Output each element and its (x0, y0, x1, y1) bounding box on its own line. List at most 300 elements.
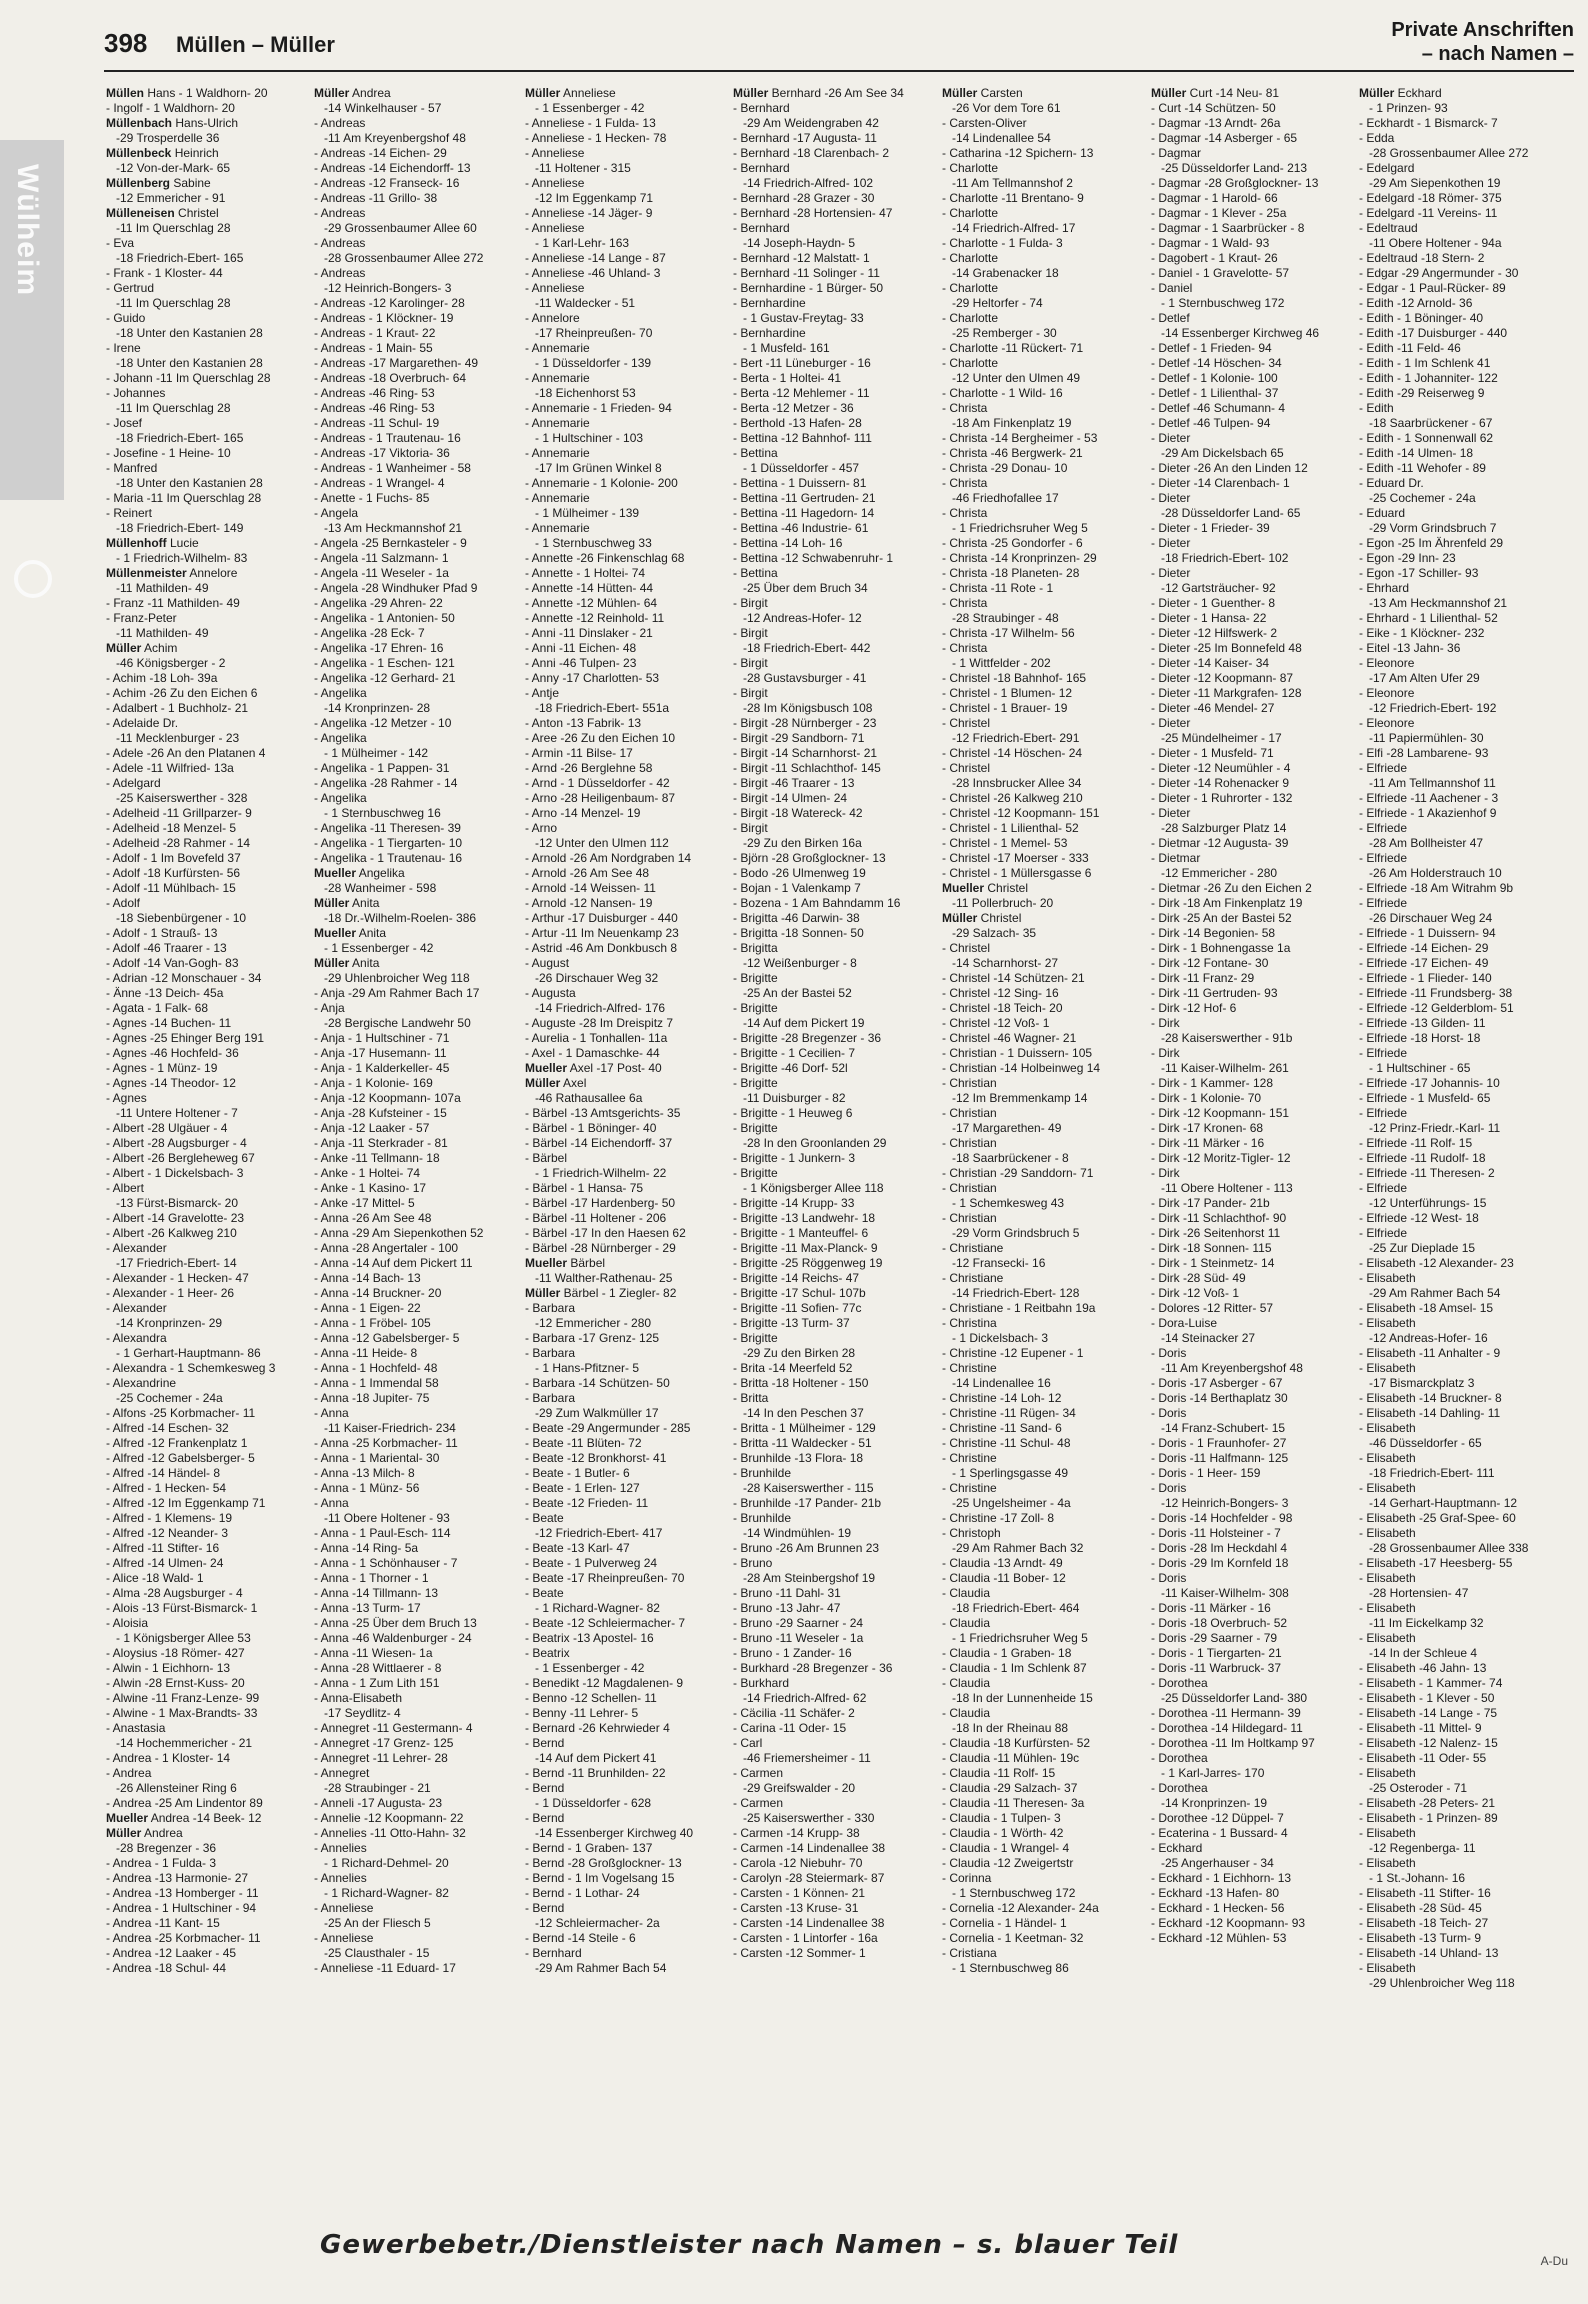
listing-entry (314, 1076, 514, 1091)
listing-entry (106, 236, 306, 251)
listing-entry (106, 701, 306, 716)
listing-entry (1359, 311, 1559, 326)
listing-entry (1151, 1466, 1351, 1481)
listing-entry (525, 176, 725, 191)
entry-text: - Eduard (1359, 506, 1406, 520)
listing-entry (1151, 551, 1351, 566)
surname-heading: Müllen (106, 86, 144, 100)
entry-text: - Anneliese (525, 176, 585, 190)
entry-text: - Alwine - 1 Max-Brandts- 33 (106, 1706, 258, 1720)
entry-text: - Doris (1151, 1571, 1187, 1585)
entry-text: -29 Uhlenbroicher Weg 118 (1369, 1976, 1515, 1990)
listing-entry (525, 1856, 725, 1871)
entry-text: -28 Straubinger - 21 (324, 1781, 431, 1795)
entry-text: -29 Am Rahmer Bach 54 (1369, 1286, 1501, 1300)
entry-text: - Edith -17 Duisburger - 440 (1359, 326, 1508, 340)
entry-text: - 1 Essenberger - 42 (535, 101, 645, 115)
listing-entry (942, 1466, 1142, 1481)
listing-entry (1359, 1571, 1559, 1586)
listing-entry (314, 1871, 514, 1886)
entry-text: - Elfriede -11 Theresen- 2 (1359, 1166, 1495, 1180)
listing-entry (733, 1586, 933, 1601)
entry-text: - Bettina - 1 Duissern- 81 (733, 476, 867, 490)
listing-entry (1151, 1661, 1351, 1676)
entry-text: - Charlotte (942, 311, 999, 325)
entry-text: - Christian -29 Sanddorn- 71 (942, 1166, 1094, 1180)
listing-entry (106, 1481, 306, 1496)
listing-entry (1151, 1586, 1351, 1601)
listing-entry (525, 1436, 725, 1451)
listing-entry (733, 1736, 933, 1751)
listing-entry (942, 1181, 1142, 1196)
entry-text: - Eduard Dr. (1359, 476, 1424, 490)
listing-entry (1359, 206, 1559, 221)
listing-entry (942, 1196, 1142, 1211)
entry-text: - Annegret -11 Lehrer- 28 (314, 1751, 448, 1765)
listing-entry (314, 701, 514, 716)
entry-text: - Augusta (525, 986, 576, 1000)
listing-entry (525, 716, 725, 731)
listing-entry (314, 1631, 514, 1646)
footer-code: A-Du (1540, 2254, 1568, 2268)
listing-entry (1151, 626, 1351, 641)
entry-text: - Alexandra (106, 1331, 167, 1345)
listing-entry (733, 266, 933, 281)
entry-text: - Alexander (106, 1301, 167, 1315)
entry-text: -11 Kaiser-Wilhelm- 261 (1161, 1061, 1289, 1075)
listing-entry (1151, 1496, 1351, 1511)
entry-text: - Charlotte (942, 161, 999, 175)
listing-entry (733, 1631, 933, 1646)
listing-entry (1359, 1706, 1559, 1721)
listing-entry (525, 611, 725, 626)
entry-text: - Christine -12 Eupener - 1 (942, 1346, 1084, 1360)
entry-text: - 1 Mülheimer - 142 (324, 746, 429, 760)
entry-text: - Anette - 1 Fuchs- 85 (314, 491, 430, 505)
listing-entry (314, 656, 514, 671)
entry-text: - Antje (525, 686, 560, 700)
entry-text: - Johannes (106, 386, 166, 400)
listing-entry (106, 1286, 306, 1301)
entry-text: - Claudia -11 Rolf- 15 (942, 1766, 1056, 1780)
entry-text: - Curt -14 Schützen- 50 (1151, 101, 1276, 115)
entry-text: - Anna - 1 Schönhauser - 7 (314, 1556, 458, 1570)
entry-text: - Elisabeth (1359, 1601, 1416, 1615)
listing-entry (106, 431, 306, 446)
entry-text: -25 Angerhauser - 34 (1161, 1856, 1274, 1870)
listing-entry (1151, 1346, 1351, 1361)
entry-text: - Andrea - 1 Fulda- 3 (106, 1856, 217, 1870)
entry-text: - Detlef (1151, 311, 1190, 325)
entry-text: - 1 Gerhart-Hauptmann- 86 (116, 1346, 261, 1360)
listing-entry (525, 851, 725, 866)
entry-text: - Anja -28 Kufsteiner - 15 (314, 1106, 447, 1120)
entry-text: - Bernd - 1 Graben- 137 (525, 1841, 653, 1855)
listing-entry (942, 1286, 1142, 1301)
listing-entry (1359, 461, 1559, 476)
entry-text: - Arno (525, 821, 558, 835)
entry-text: - Bruno -11 Weseler - 1a (733, 1631, 864, 1645)
listing-entry (1151, 1781, 1351, 1796)
entry-text: - Anna -14 Auf dem Pickert 11 (314, 1256, 473, 1270)
listing-entry (1359, 236, 1559, 251)
listing-entry (314, 131, 514, 146)
listing-entry (1359, 1511, 1559, 1526)
entry-text: - Adolf (106, 896, 141, 910)
entry-text: - Bernhard -28 Hortensien- 47 (733, 206, 893, 220)
listing-entry (525, 86, 725, 101)
entry-text: - Dirk -12 Hof- 6 (1151, 1001, 1237, 1015)
entry-text: - Elfriede (1359, 1106, 1408, 1120)
entry-text: - Andreas (314, 236, 366, 250)
listing-entry (106, 1226, 306, 1241)
listing-entry (314, 1181, 514, 1196)
listing-entry (314, 1346, 514, 1361)
listing-entry (314, 1526, 514, 1541)
listing-entry (942, 1826, 1142, 1841)
entry-text: - Christa (942, 641, 988, 655)
listing-entry (314, 551, 514, 566)
entry-text: - Bernhard -11 Solinger - 11 (733, 266, 880, 280)
listing-entry (106, 1091, 306, 1106)
entry-text: - Ecaterina - 1 Bussard- 4 (1151, 1826, 1288, 1840)
listing-entry (942, 896, 1142, 911)
entry-text: - Claudia -12 Zweigertstr (942, 1856, 1074, 1870)
entry-text: - Dirk -11 Schlachthof- 90 (1151, 1211, 1287, 1225)
entry-text: - Doris (1151, 1406, 1187, 1420)
entry-text: - 1 Hultschiner - 65 (1369, 1061, 1471, 1075)
listing-entry (1359, 521, 1559, 536)
listing-entry (106, 1136, 306, 1151)
listing-entry (314, 1331, 514, 1346)
listing-entry (942, 566, 1142, 581)
entry-text: - Elfriede (1359, 1226, 1408, 1240)
listing-entry (942, 626, 1142, 641)
listing-entry (106, 1601, 306, 1616)
listing-entry (1151, 1481, 1351, 1496)
listing-entry (733, 1481, 933, 1496)
entry-text: - Andreas - 1 Trautenau- 16 (314, 431, 461, 445)
listing-entry (1359, 836, 1559, 851)
entry-text: -11 Papiermühlen- 30 (1369, 731, 1484, 745)
listing-entry (942, 986, 1142, 1001)
entry-text: - Dirk -18 Sonnen- 115 (1151, 1241, 1272, 1255)
listing-entry (1151, 1061, 1351, 1076)
entry-text: - Birgit (733, 821, 768, 835)
entry-text: - 1 Düsseldorfer - 628 (535, 1796, 652, 1810)
entry-text: - Dieter -12 Neumühler - 4 (1151, 761, 1291, 775)
listing-entry (314, 116, 514, 131)
entry-text: -12 Unterführungs- 15 (1369, 1196, 1487, 1210)
listing-entry (525, 1451, 725, 1466)
entry-text: -14 Winkelhauser - 57 (324, 101, 442, 115)
listing-entry (942, 1031, 1142, 1046)
listing-entry (1359, 596, 1559, 611)
listing-entry (942, 1541, 1142, 1556)
entry-text: - Anna - 1 Hochfeld- 48 (314, 1361, 438, 1375)
listing-entry (733, 1811, 933, 1826)
entry-text: - Birgit -29 Sandborn- 71 (733, 731, 865, 745)
entry-text: - Claudia -11 Theresen- 3a (942, 1796, 1085, 1810)
listing-entry (1151, 956, 1351, 971)
entry-text: - Angelika (314, 791, 367, 805)
entry-text: -11 Im Querschlag 28 (116, 221, 231, 235)
listing-entry (1359, 1301, 1559, 1316)
listing-entry (942, 1676, 1142, 1691)
listing-entry (1359, 806, 1559, 821)
entry-text: - Andrea -25 Am Lindentor 89 (106, 1796, 263, 1810)
entry-text: - Anja -12 Koopmann- 107a (314, 1091, 461, 1105)
entry-text: - Birgit -46 Traarer - 13 (733, 776, 855, 790)
entry-text: - Dagmar - 1 Wald- 93 (1151, 236, 1270, 250)
entry-text: - Angelika (314, 686, 367, 700)
entry-text: - Detlef - 1 Frieden- 94 (1151, 341, 1272, 355)
entry-text: - Ingolf - 1 Waldhorn- 20 (106, 101, 235, 115)
entry-text: - Dieter - 1 Ruhrorter - 132 (1151, 791, 1293, 805)
listing-entry (314, 1316, 514, 1331)
listing-entry (1359, 761, 1559, 776)
listing-entry (106, 911, 306, 926)
entry-text: - Bernhard -17 Augusta- 11 (733, 131, 877, 145)
entry-text: - Christian -14 Holbeinweg 14 (942, 1061, 1101, 1075)
entry-text: -18 Unter den Kastanien 28 (116, 476, 263, 490)
listing-entry (314, 386, 514, 401)
listing-entry (525, 1136, 725, 1151)
entry-text: -29 Trosperdelle 36 (116, 131, 220, 145)
listing-entry (942, 1091, 1142, 1106)
listing-entry (1359, 641, 1559, 656)
entry-text: - Adolf -11 Mühlbach- 15 (106, 881, 236, 895)
listing-entry (1151, 1301, 1351, 1316)
listing-entry (525, 671, 725, 686)
listing-entry (733, 236, 933, 251)
entry-text: -11 Obere Holtener - 94a (1369, 236, 1502, 250)
entry-text: - Carsten -12 Sommer- 1 (733, 1946, 866, 1960)
entry-text: - Anna -11 Heide- 8 (314, 1346, 418, 1360)
listing-entry (1151, 746, 1351, 761)
listing-entry (314, 1736, 514, 1751)
listing-entry (314, 1466, 514, 1481)
listing-entry (314, 1046, 514, 1061)
listing-entry (1151, 1421, 1351, 1436)
entry-text: - Elfriede - 1 Duissern- 94 (1359, 926, 1496, 940)
listing-entry (942, 1481, 1142, 1496)
entry-text: -13 Fürst-Bismarck- 20 (116, 1196, 239, 1210)
listing-entry (733, 1166, 933, 1181)
listing-entry (733, 941, 933, 956)
listing-entry (106, 806, 306, 821)
entry-text: - Anna - 1 Münz- 56 (314, 1481, 420, 1495)
entry-text: - Claudia - 1 Im Schlenk 87 (942, 1661, 1087, 1675)
listing-entry (106, 116, 306, 131)
entry-text: - Alexander - 1 Hecken- 47 (106, 1271, 249, 1285)
entry-text: -11 Im Querschlag 28 (116, 401, 231, 415)
listing-entry (942, 731, 1142, 746)
listing-entry (106, 581, 306, 596)
listing-entry (733, 86, 933, 101)
listing-entry (314, 1196, 514, 1211)
surname-heading: Müller (525, 86, 561, 100)
listing-entry (106, 971, 306, 986)
listing-entry (525, 1766, 725, 1781)
entry-text: -14 Scharnhorst- 27 (952, 956, 1059, 970)
listing-entry (1359, 1841, 1559, 1856)
listing-entry (942, 911, 1142, 926)
listing-entry (525, 266, 725, 281)
entry-text: - Christian - 1 Duissern- 105 (942, 1046, 1093, 1060)
entry-text: - Bettina -11 Gertruden- 21 (733, 491, 876, 505)
listing-entry (1359, 1121, 1559, 1136)
listing-entry (106, 146, 306, 161)
listing-entry (1151, 101, 1351, 116)
entry-text: -25 Kaiserswerther - 328 (116, 791, 248, 805)
entry-text: - Angela (314, 506, 359, 520)
entry-text: - Elfriede -18 Horst- 18 (1359, 1031, 1481, 1045)
listing-entry (314, 461, 514, 476)
entry-text: - Arno -28 Heiligenbaum- 87 (525, 791, 676, 805)
listing-entry (314, 1961, 514, 1976)
entry-text: - Britta - 1 Mülheimer - 129 (733, 1421, 876, 1435)
listing-entry (733, 896, 933, 911)
entry-text: - Christa (942, 476, 988, 490)
entry-text: - 1 Essenberger - 42 (535, 1661, 645, 1675)
entry-text: - Berthold -13 Hafen- 28 (733, 416, 862, 430)
entry-text: - Alfons -25 Korbmacher- 11 (106, 1406, 256, 1420)
entry-text: - Elfriede -12 West- 18 (1359, 1211, 1479, 1225)
entry-text: - Edeltraud (1359, 221, 1418, 235)
entry-text: - Edelgard -11 Vereins- 11 (1359, 206, 1498, 220)
listing-entry (1359, 1391, 1559, 1406)
entry-text: - Edith - 1 Johanniter- 122 (1359, 371, 1498, 385)
entry-text: - Dieter -12 Koopmann- 87 (1151, 671, 1294, 685)
listing-entry (525, 1571, 725, 1586)
entry-text: -12 Heinrich-Bongers- 3 (1161, 1496, 1289, 1510)
entry-text: - Albert -28 Augsburger - 4 (106, 1136, 247, 1150)
entry-text: -17 Bismarckplatz 3 (1369, 1376, 1475, 1390)
listing-entry (106, 1766, 306, 1781)
listing-entry (942, 1856, 1142, 1871)
page-number: 398 (104, 28, 148, 58)
entry-text: -26 Dirschauer Weg 24 (1369, 911, 1493, 925)
entry-text: - Anna -18 Jupiter- 75 (314, 1391, 430, 1405)
listing-entry (1151, 461, 1351, 476)
entry-text: - Andrea -12 Laaker - 45 (106, 1946, 237, 1960)
entry-text: - Corinna (942, 1871, 992, 1885)
entry-text: - Anna -12 Gabelsberger- 5 (314, 1331, 460, 1345)
entry-text: -17 Im Grünen Winkel 8 (535, 461, 662, 475)
entry-text: - Christine -11 Rügen- 34 (942, 1406, 1076, 1420)
listing-entry (106, 761, 306, 776)
listing-entry (942, 971, 1142, 986)
entry-text: - Anke -17 Mittel- 5 (314, 1196, 415, 1210)
listing-entry (106, 1016, 306, 1031)
listing-entry (106, 881, 306, 896)
entry-text: - Manfred (106, 461, 158, 475)
entry-text: - Elisabeth (1359, 1421, 1416, 1435)
entry-text: - Doris -11 Holsteiner - 7 (1151, 1526, 1281, 1540)
listing-entry (525, 1586, 725, 1601)
surname-heading: Müllenbach (106, 116, 173, 130)
listing-entry (942, 1361, 1142, 1376)
entry-text: - Edelgard -18 Römer- 375 (1359, 191, 1502, 205)
listing-entry (733, 686, 933, 701)
entry-text: -14 Joseph-Haydn- 5 (743, 236, 856, 250)
entry-text: - Burkhard -28 Bregenzer - 36 (733, 1661, 893, 1675)
entry-text: - Anastasia (106, 1721, 166, 1735)
listing-entry (314, 1541, 514, 1556)
entry-text: - Anke -11 Tellmann- 18 (314, 1151, 440, 1165)
listing-entry (942, 251, 1142, 266)
listing-entry (314, 1901, 514, 1916)
listing-entry (106, 476, 306, 491)
listing-entry (314, 1646, 514, 1661)
entry-text: - Birgit -28 Nürnberger - 23 (733, 716, 877, 730)
listing-entry (1359, 1076, 1559, 1091)
entry-text: - Charlotte (942, 356, 999, 370)
entry-text: -28 Salzburger Platz 14 (1161, 821, 1287, 835)
entry-text: -18 Friedrich-Ebert- 149 (116, 521, 244, 535)
entry-text: - Carsten - 1 Lintorfer - 16a (733, 1931, 878, 1945)
listing-entry (525, 131, 725, 146)
listing-entry (525, 326, 725, 341)
listing-entry (733, 1241, 933, 1256)
listing-entry (942, 146, 1142, 161)
entry-text: -28 Gustavsburger - 41 (743, 671, 867, 685)
listing-entry (733, 1256, 933, 1271)
listing-entry (525, 461, 725, 476)
entry-text: - Bernhard (733, 221, 790, 235)
entry-text: - Brigitte -14 Reichs- 47 (733, 1271, 860, 1285)
listing-entry (1359, 1661, 1559, 1676)
listing-entry (106, 1391, 306, 1406)
listing-entry (1151, 1211, 1351, 1226)
listing-entry (1151, 1721, 1351, 1736)
entry-text: -28 Bergische Landwehr 50 (324, 1016, 471, 1030)
entry-text: - Dieter -14 Clarenbach- 1 (1151, 476, 1290, 490)
listing-entry (733, 1136, 933, 1151)
listing-entry (733, 566, 933, 581)
entry-text: - Adele -26 An den Platanen 4 (106, 746, 266, 760)
entry-text: - Eleonore (1359, 656, 1415, 670)
entry-text: - Axel - 1 Damaschke- 44 (525, 1046, 660, 1060)
entry-text: - Andrea -18 Schul- 44 (106, 1961, 227, 1975)
entry-text: - Anneliese -14 Lange - 87 (525, 251, 666, 265)
entry-text: - Christoph (942, 1526, 1001, 1540)
listing-entry (525, 356, 725, 371)
listing-entry (1359, 416, 1559, 431)
entry-text: Andrea (141, 1826, 183, 1840)
entry-text: - Dieter -12 Hilfswerk- 2 (1151, 626, 1278, 640)
listing-entry (106, 1466, 306, 1481)
listing-entry (733, 1451, 933, 1466)
listing-entry (1359, 881, 1559, 896)
entry-text: - 1 Hans-Pfitzner- 5 (535, 1361, 640, 1375)
entry-text: Axel (560, 1076, 587, 1090)
listing-entry (1359, 101, 1559, 116)
entry-text: -25 Düsseldorfer Land- 213 (1161, 161, 1308, 175)
listing-entry (1151, 131, 1351, 146)
entry-text: -26 Allensteiner Ring 6 (116, 1781, 237, 1795)
listing-entry (314, 1661, 514, 1676)
listing-entry (1359, 1106, 1559, 1121)
entry-text: - Dirk -12 Moritz-Tigler- 12 (1151, 1151, 1291, 1165)
entry-text: - Edith -11 Wehofer - 89 (1359, 461, 1486, 475)
listing-entry (314, 1481, 514, 1496)
listing-entry (1151, 476, 1351, 491)
entry-text: -28 Bregenzer - 36 (116, 1841, 217, 1855)
entry-text: - Brigitta -18 Sonnen- 50 (733, 926, 864, 940)
listing-entry (1151, 161, 1351, 176)
